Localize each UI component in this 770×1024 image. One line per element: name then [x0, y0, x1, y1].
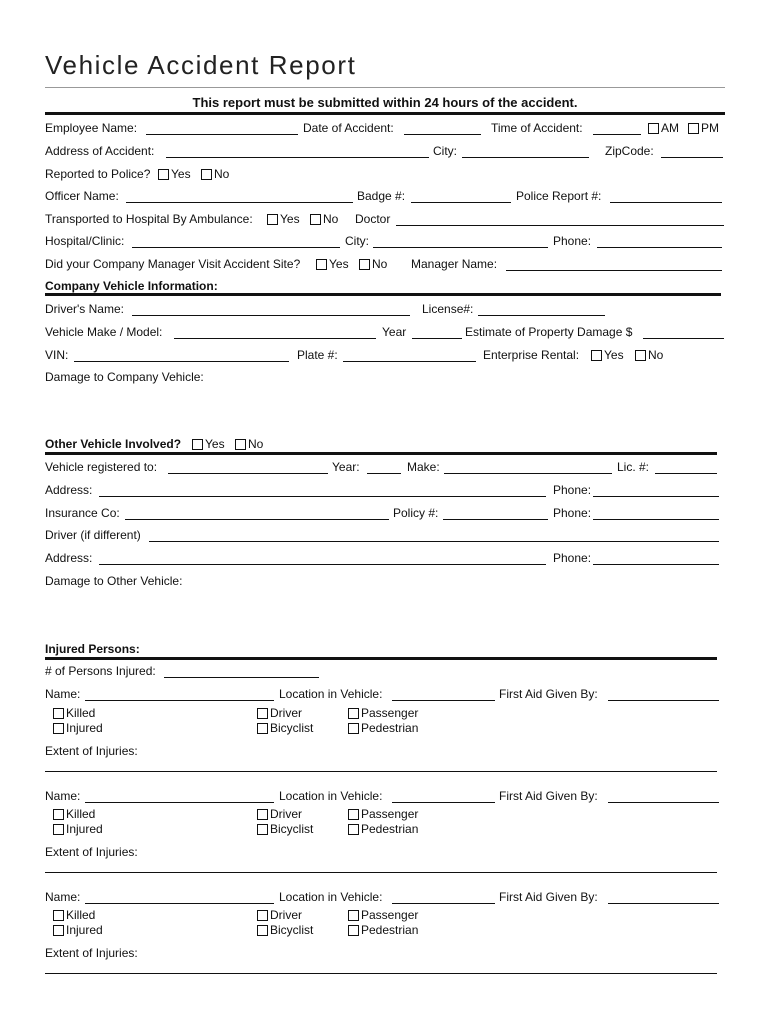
- company-vehicle-divider: [45, 293, 721, 296]
- person-2-pedestrian-label: Pedestrian: [361, 822, 419, 836]
- employee-name-field[interactable]: [146, 121, 298, 135]
- persons-injured-field[interactable]: [164, 664, 319, 678]
- make-field[interactable]: [444, 460, 612, 474]
- insurance-phone-label: Phone:: [553, 506, 592, 520]
- person-1-injured-label: Injured: [66, 721, 103, 735]
- person-1-driver-checkbox[interactable]: [257, 708, 268, 719]
- person-1-location-field[interactable]: [392, 687, 495, 701]
- address-of-accident-label: Address of Accident:: [45, 144, 155, 158]
- row-employee: [45, 121, 725, 137]
- manager-no-label: No: [372, 257, 388, 271]
- reported-no-label: No: [214, 167, 230, 181]
- driver-phone-label: Phone:: [553, 551, 592, 565]
- person-3-name-label: Name:: [45, 890, 81, 904]
- other-vehicle-yes-checkbox[interactable]: [192, 439, 203, 450]
- plate-label: Plate #:: [297, 348, 338, 362]
- row-company-damage: [45, 370, 725, 386]
- person-1-bicyclist-label: Bicyclist: [270, 721, 314, 735]
- insurance-phone-field[interactable]: [593, 506, 719, 520]
- person-2-passenger-label: Passenger: [361, 807, 419, 821]
- lic-label: Lic. #:: [617, 460, 650, 474]
- row-other-address: [45, 483, 725, 499]
- person-2-extent-field[interactable]: [45, 872, 717, 873]
- title-divider: [45, 87, 725, 88]
- person-2-status-row-a: [45, 807, 725, 823]
- pm-checkbox[interactable]: [688, 123, 699, 134]
- transported-yes-checkbox[interactable]: [267, 214, 278, 225]
- person-3-killed-label: Killed: [66, 908, 96, 922]
- year-label: Year: [382, 325, 407, 339]
- other-vehicle-heading-row: [45, 437, 725, 453]
- manager-no-checkbox[interactable]: [359, 259, 370, 270]
- person-3-first-aid-field[interactable]: [608, 890, 719, 904]
- person-2-extent-label: Extent of Injuries:: [45, 845, 138, 859]
- person-2-killed-checkbox[interactable]: [53, 809, 64, 820]
- person-1-bicyclist-checkbox[interactable]: [257, 723, 268, 734]
- estimate-field[interactable]: [643, 325, 724, 339]
- rental-no-checkbox[interactable]: [635, 350, 646, 361]
- pm-label: PM: [701, 121, 719, 135]
- injured-heading: Injured Persons:: [45, 642, 140, 656]
- year-field[interactable]: [412, 325, 462, 339]
- person-3-pedestrian-checkbox[interactable]: [348, 925, 359, 936]
- other-vehicle-no-label: No: [248, 437, 264, 451]
- insurance-field[interactable]: [125, 506, 389, 520]
- injured-divider: [45, 657, 717, 660]
- insurance-label: Insurance Co:: [45, 506, 120, 520]
- person-1-location-label: Location in Vehicle:: [279, 687, 383, 701]
- hospital-phone-field[interactable]: [597, 234, 722, 248]
- row-address: [45, 144, 725, 160]
- person-3-passenger-checkbox[interactable]: [348, 910, 359, 921]
- person-3-passenger-label: Passenger: [361, 908, 419, 922]
- person-1-extent-row: [45, 744, 725, 760]
- manager-name-label: Manager Name:: [411, 257, 498, 271]
- make-model-label: Vehicle Make / Model:: [45, 325, 163, 339]
- enterprise-rental-label: Enterprise Rental:: [483, 348, 580, 362]
- person-1-status-row-b: [45, 721, 725, 737]
- officer-name-label: Officer Name:: [45, 189, 119, 203]
- person-1-driver-label: Driver: [270, 706, 302, 720]
- other-vehicle-heading: Other Vehicle Involved?: [45, 437, 182, 451]
- person-2-status-row-b: [45, 822, 725, 838]
- person-1-first-aid-field[interactable]: [608, 687, 719, 701]
- person-1-passenger-label: Passenger: [361, 706, 419, 720]
- hospital-city-label: City:: [345, 234, 369, 248]
- driver-if-different-label: Driver (if different): [45, 528, 141, 542]
- other-address-field[interactable]: [99, 483, 546, 497]
- person-2-extent-row: [45, 845, 725, 861]
- person-1-injured-checkbox[interactable]: [53, 723, 64, 734]
- make-label: Make:: [407, 460, 440, 474]
- notice-divider: [45, 112, 725, 115]
- person-3-injured-label: Injured: [66, 923, 103, 937]
- person-2-first-aid-label: First Aid Given By:: [499, 789, 598, 803]
- registered-to-field[interactable]: [168, 460, 328, 474]
- row-hospital: [45, 234, 725, 250]
- reported-yes-checkbox[interactable]: [158, 169, 169, 180]
- injured-heading-row: [45, 642, 725, 658]
- person-1-name-label: Name:: [45, 687, 81, 701]
- person-3-driver-label: Driver: [270, 908, 302, 922]
- row-vin: [45, 348, 725, 364]
- person-2-passenger-checkbox[interactable]: [348, 809, 359, 820]
- row-other-damage: [45, 574, 725, 590]
- city-label: City:: [433, 144, 457, 158]
- lic-field[interactable]: [655, 460, 717, 474]
- person-2-injured-label: Injured: [66, 822, 103, 836]
- zipcode-field[interactable]: [661, 144, 723, 158]
- employee-name-label: Employee Name:: [45, 121, 138, 135]
- other-phone-label: Phone:: [553, 483, 592, 497]
- plate-field[interactable]: [343, 348, 476, 362]
- rental-no-label: No: [648, 348, 664, 362]
- company-damage-label: Damage to Company Vehicle:: [45, 370, 204, 384]
- person-3-status-row-a: [45, 908, 725, 924]
- person-1-killed-label: Killed: [66, 706, 96, 720]
- date-of-accident-label: Date of Accident:: [303, 121, 394, 135]
- person-2-bicyclist-checkbox[interactable]: [257, 824, 268, 835]
- zipcode-label: ZipCode:: [605, 144, 654, 158]
- transported-yes-label: Yes: [280, 212, 300, 226]
- hospital-city-field[interactable]: [373, 234, 548, 248]
- am-label: AM: [661, 121, 679, 135]
- person-2-bicyclist-label: Bicyclist: [270, 822, 314, 836]
- policy-field[interactable]: [443, 506, 548, 520]
- row-registered: [45, 460, 725, 476]
- manager-yes-checkbox[interactable]: [316, 259, 327, 270]
- rental-yes-label: Yes: [604, 348, 624, 362]
- badge-field[interactable]: [411, 189, 511, 203]
- person-1-name-field[interactable]: [85, 687, 274, 701]
- driver-phone-field[interactable]: [593, 551, 719, 565]
- time-of-accident-label: Time of Accident:: [491, 121, 583, 135]
- person-3-name-field[interactable]: [85, 890, 274, 904]
- police-report-label: Police Report #:: [516, 189, 602, 203]
- person-2-killed-label: Killed: [66, 807, 96, 821]
- other-phone-field[interactable]: [593, 483, 719, 497]
- person-3-location-field[interactable]: [392, 890, 495, 904]
- manager-name-field[interactable]: [506, 257, 722, 271]
- policy-label: Policy #:: [393, 506, 439, 520]
- row-insurance: [45, 506, 725, 522]
- person-3-row: [45, 890, 725, 906]
- submission-notice: This report must be submitted within 24 hours of the accident.: [192, 95, 578, 110]
- am-checkbox[interactable]: [648, 123, 659, 134]
- person-3-pedestrian-label: Pedestrian: [361, 923, 419, 937]
- police-report-field[interactable]: [610, 189, 722, 203]
- person-1-passenger-checkbox[interactable]: [348, 708, 359, 719]
- reported-to-police-label: Reported to Police?: [45, 167, 151, 181]
- person-2-first-aid-field[interactable]: [608, 789, 719, 803]
- person-1-extent-field[interactable]: [45, 771, 717, 772]
- person-3-injured-checkbox[interactable]: [53, 925, 64, 936]
- person-1-row: [45, 687, 725, 703]
- badge-label: Badge #:: [357, 189, 406, 203]
- row-officer: [45, 189, 725, 205]
- transported-no-checkbox[interactable]: [310, 214, 321, 225]
- rental-yes-checkbox[interactable]: [591, 350, 602, 361]
- drivers-name-label: Driver's Name:: [45, 302, 124, 316]
- transported-label: Transported to Hospital By Ambulance:: [45, 212, 253, 226]
- row-reported: [45, 167, 725, 183]
- person-3-driver-checkbox[interactable]: [257, 910, 268, 921]
- doctor-label: Doctor: [355, 212, 391, 226]
- hospital-label: Hospital/Clinic:: [45, 234, 125, 248]
- person-1-extent-label: Extent of Injuries:: [45, 744, 138, 758]
- doctor-field[interactable]: [396, 212, 724, 226]
- other-year-label: Year:: [332, 460, 360, 474]
- manager-visit-label: Did your Company Manager Visit Accident Site?: [45, 257, 301, 271]
- officer-name-field[interactable]: [126, 189, 353, 203]
- vin-field[interactable]: [74, 348, 289, 362]
- person-3-first-aid-label: First Aid Given By:: [499, 890, 598, 904]
- make-model-field[interactable]: [174, 325, 376, 339]
- driver-if-different-field[interactable]: [149, 528, 719, 542]
- person-3-bicyclist-label: Bicyclist: [270, 923, 314, 937]
- license-field[interactable]: [478, 302, 605, 316]
- row-driver-if-different: [45, 528, 725, 544]
- person-3-killed-checkbox[interactable]: [53, 910, 64, 921]
- row-manager: [45, 257, 725, 273]
- date-of-accident-field[interactable]: [404, 121, 481, 135]
- person-1-pedestrian-checkbox[interactable]: [348, 723, 359, 734]
- other-address-label: Address:: [45, 483, 93, 497]
- city-field[interactable]: [462, 144, 589, 158]
- person-2-location-field[interactable]: [392, 789, 495, 803]
- vin-label: VIN:: [45, 348, 69, 362]
- person-3-extent-row: [45, 946, 725, 962]
- person-3-status-row-b: [45, 923, 725, 939]
- person-3-extent-label: Extent of Injuries:: [45, 946, 138, 960]
- other-vehicle-divider: [45, 452, 717, 455]
- company-vehicle-heading: Company Vehicle Information:: [45, 279, 218, 293]
- other-vehicle-yes-label: Yes: [205, 437, 225, 451]
- license-label: License#:: [422, 302, 474, 316]
- person-3-location-label: Location in Vehicle:: [279, 890, 383, 904]
- person-2-driver-checkbox[interactable]: [257, 809, 268, 820]
- driver-address-field[interactable]: [99, 551, 546, 565]
- person-2-name-label: Name:: [45, 789, 81, 803]
- address-of-accident-field[interactable]: [166, 144, 429, 158]
- person-1-pedestrian-label: Pedestrian: [361, 721, 419, 735]
- person-3-extent-field[interactable]: [45, 973, 717, 974]
- hospital-field[interactable]: [132, 234, 340, 248]
- drivers-name-field[interactable]: [132, 302, 410, 316]
- person-3-bicyclist-checkbox[interactable]: [257, 925, 268, 936]
- estimate-label: Estimate of Property Damage $: [465, 325, 633, 339]
- driver-address-label: Address:: [45, 551, 93, 565]
- other-year-field[interactable]: [367, 460, 401, 474]
- other-vehicle-no-checkbox[interactable]: [235, 439, 246, 450]
- other-damage-label: Damage to Other Vehicle:: [45, 574, 183, 588]
- person-1-first-aid-label: First Aid Given By:: [499, 687, 598, 701]
- person-2-location-label: Location in Vehicle:: [279, 789, 383, 803]
- manager-yes-label: Yes: [329, 257, 349, 271]
- registered-to-label: Vehicle registered to:: [45, 460, 158, 474]
- person-2-driver-label: Driver: [270, 807, 302, 821]
- row-driver-address: [45, 551, 725, 567]
- row-make-model: [45, 325, 725, 341]
- person-1-status-row-a: [45, 706, 725, 722]
- person-2-injured-checkbox[interactable]: [53, 824, 64, 835]
- time-of-accident-field[interactable]: [593, 121, 641, 135]
- person-2-row: [45, 789, 725, 805]
- row-persons-injured: [45, 664, 725, 680]
- persons-injured-label: # of Persons Injured:: [45, 664, 156, 678]
- row-transported: [45, 212, 725, 228]
- person-1-killed-checkbox[interactable]: [53, 708, 64, 719]
- person-2-name-field[interactable]: [85, 789, 274, 803]
- hospital-phone-label: Phone:: [553, 234, 592, 248]
- reported-yes-label: Yes: [171, 167, 191, 181]
- person-2-pedestrian-checkbox[interactable]: [348, 824, 359, 835]
- row-drivers-name: [45, 302, 725, 318]
- reported-no-checkbox[interactable]: [201, 169, 212, 180]
- page-title: Vehicle Accident Report: [45, 50, 357, 80]
- transported-no-label: No: [323, 212, 339, 226]
